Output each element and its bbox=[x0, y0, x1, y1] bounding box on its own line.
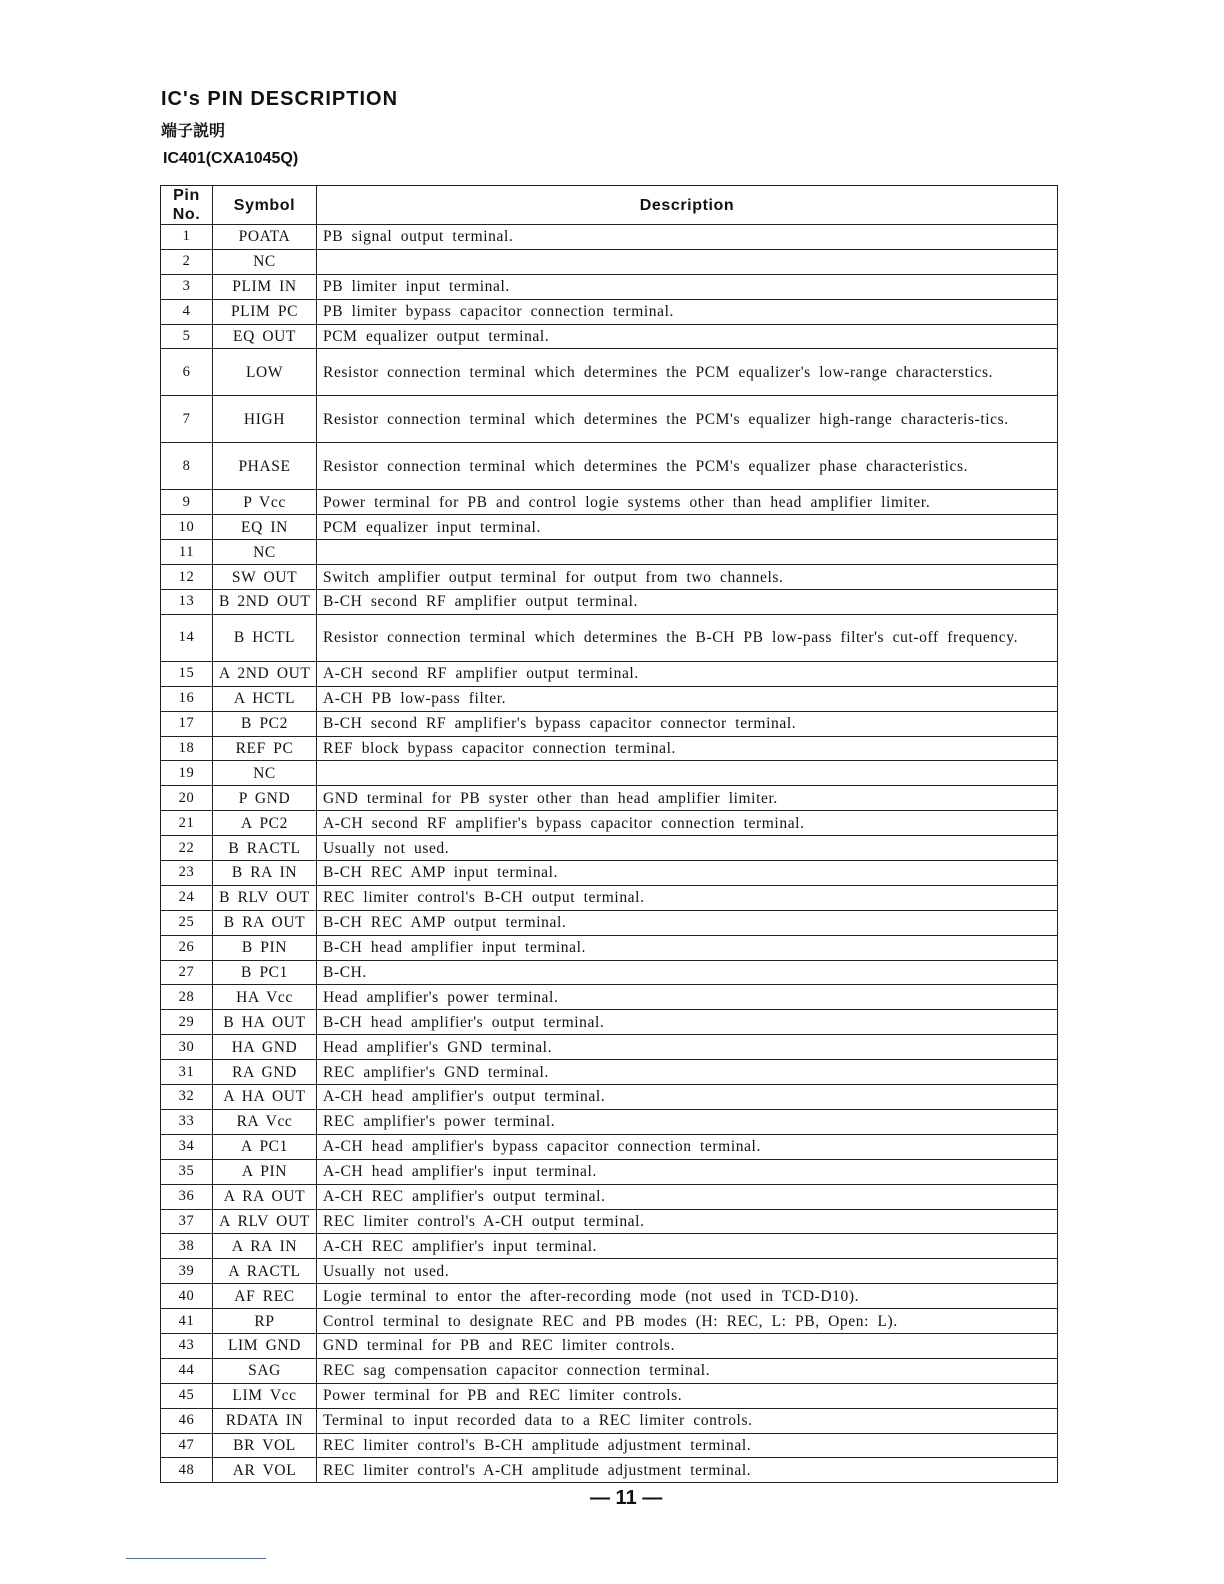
symbol-cell: B PC1 bbox=[213, 960, 317, 985]
description-cell: PB signal output terminal. bbox=[317, 225, 1058, 250]
table-row bbox=[161, 1085, 1058, 1110]
table-row bbox=[161, 349, 1058, 396]
pin-cell: 10 bbox=[161, 515, 213, 540]
ic-label: IC401(CXA1045Q) bbox=[163, 150, 299, 167]
description-cell: Resistor connection terminal which determines the PCM's equalizer high-range characteris-tics. bbox=[317, 396, 1058, 443]
description-cell: REC limiter control's A-CH amplitude adjustment terminal. bbox=[317, 1458, 1058, 1483]
description-cell: GND terminal for PB syster other than head amplifier limiter. bbox=[317, 786, 1058, 811]
symbol-cell: PLIM PC bbox=[213, 299, 317, 324]
symbol-cell: P Vcc bbox=[213, 490, 317, 515]
table-row bbox=[161, 1309, 1058, 1334]
pin-no-header: Pin No. bbox=[161, 186, 213, 225]
symbol-cell: HA Vcc bbox=[213, 985, 317, 1010]
table-row bbox=[161, 960, 1058, 985]
symbol-cell: A HCTL bbox=[213, 686, 317, 711]
pin-cell: 1 bbox=[161, 225, 213, 250]
table-row bbox=[161, 614, 1058, 661]
pin-cell: 5 bbox=[161, 324, 213, 349]
symbol-cell: B RA IN bbox=[213, 861, 317, 886]
pin-cell: 39 bbox=[161, 1259, 213, 1284]
symbol-cell: NC bbox=[213, 540, 317, 565]
pin-cell: 35 bbox=[161, 1159, 213, 1184]
symbol-cell: A PIN bbox=[213, 1159, 317, 1184]
table-row bbox=[161, 910, 1058, 935]
pin-description-table bbox=[160, 185, 1058, 1483]
description-cell: Usually not used. bbox=[317, 1259, 1058, 1284]
table-row bbox=[161, 540, 1058, 565]
table-row bbox=[161, 736, 1058, 761]
description-cell: Power terminal for PB and control logie systems other than head amplifier limiter. bbox=[317, 490, 1058, 515]
pin-cell: 40 bbox=[161, 1284, 213, 1309]
description-cell: B-CH. bbox=[317, 960, 1058, 985]
table-row bbox=[161, 1184, 1058, 1209]
table-row bbox=[161, 836, 1058, 861]
symbol-cell: REF PC bbox=[213, 736, 317, 761]
table-row bbox=[161, 565, 1058, 590]
table-row bbox=[161, 1010, 1058, 1035]
symbol-cell: LIM Vcc bbox=[213, 1383, 317, 1408]
table-row bbox=[161, 885, 1058, 910]
table-row bbox=[161, 249, 1058, 274]
symbol-cell: B RLV OUT bbox=[213, 885, 317, 910]
description-cell: Power terminal for PB and REC limiter controls. bbox=[317, 1383, 1058, 1408]
pin-cell: 4 bbox=[161, 299, 213, 324]
pin-cell: 47 bbox=[161, 1433, 213, 1458]
table-row bbox=[161, 490, 1058, 515]
pin-cell: 21 bbox=[161, 811, 213, 836]
description-cell: A-CH REC amplifier's output terminal. bbox=[317, 1184, 1058, 1209]
table-row bbox=[161, 1209, 1058, 1234]
pin-cell: 19 bbox=[161, 761, 213, 786]
symbol-cell: EQ IN bbox=[213, 515, 317, 540]
description-cell bbox=[317, 761, 1058, 786]
pin-cell: 29 bbox=[161, 1010, 213, 1035]
description-header: Description bbox=[317, 186, 1058, 225]
description-cell: Resistor connection terminal which determines the B-CH PB low-pass filter's cut-off frequency. bbox=[317, 614, 1058, 661]
symbol-cell: A RA IN bbox=[213, 1234, 317, 1259]
pin-cell: 38 bbox=[161, 1234, 213, 1259]
description-cell: REC sag compensation capacitor connection terminal. bbox=[317, 1358, 1058, 1383]
symbol-cell: HIGH bbox=[213, 396, 317, 443]
symbol-cell: B HA OUT bbox=[213, 1010, 317, 1035]
table-row bbox=[161, 1134, 1058, 1159]
symbol-cell: RDATA IN bbox=[213, 1408, 317, 1433]
symbol-cell: A RLV OUT bbox=[213, 1209, 317, 1234]
table-row bbox=[161, 274, 1058, 299]
symbol-cell: A RA OUT bbox=[213, 1184, 317, 1209]
description-cell: A-CH PB low-pass filter. bbox=[317, 686, 1058, 711]
symbol-cell: LIM GND bbox=[213, 1333, 317, 1358]
pin-cell: 18 bbox=[161, 736, 213, 761]
pin-cell: 27 bbox=[161, 960, 213, 985]
pin-cell: 14 bbox=[161, 614, 213, 661]
symbol-cell: A PC2 bbox=[213, 811, 317, 836]
description-cell: B-CH second RF amplifier output terminal. bbox=[317, 590, 1058, 615]
table-row bbox=[161, 1259, 1058, 1284]
description-cell: REC amplifier's GND terminal. bbox=[317, 1060, 1058, 1085]
symbol-header: Symbol bbox=[213, 186, 317, 225]
pin-cell: 26 bbox=[161, 935, 213, 960]
pin-cell: 32 bbox=[161, 1085, 213, 1110]
symbol-cell: PLIM IN bbox=[213, 274, 317, 299]
description-cell: A-CH head amplifier's bypass capacitor connection terminal. bbox=[317, 1134, 1058, 1159]
symbol-cell: BR VOL bbox=[213, 1433, 317, 1458]
table-row bbox=[161, 935, 1058, 960]
table-row bbox=[161, 786, 1058, 811]
symbol-cell: RA Vcc bbox=[213, 1109, 317, 1134]
symbol-cell: A HA OUT bbox=[213, 1085, 317, 1110]
description-cell: B-CH second RF amplifier's bypass capacitor connector terminal. bbox=[317, 711, 1058, 736]
pin-cell: 17 bbox=[161, 711, 213, 736]
pin-cell: 8 bbox=[161, 443, 213, 490]
description-cell: A-CH head amplifier's input terminal. bbox=[317, 1159, 1058, 1184]
pin-cell: 46 bbox=[161, 1408, 213, 1433]
table-body bbox=[161, 225, 1058, 1483]
pin-cell: 48 bbox=[161, 1458, 213, 1483]
symbol-cell: POATA bbox=[213, 225, 317, 250]
symbol-cell: LOW bbox=[213, 349, 317, 396]
pin-cell: 31 bbox=[161, 1060, 213, 1085]
symbol-cell: RP bbox=[213, 1309, 317, 1334]
description-cell: B-CH head amplifier's output terminal. bbox=[317, 1010, 1058, 1035]
description-cell: REC amplifier's power terminal. bbox=[317, 1109, 1058, 1134]
table-row bbox=[161, 1109, 1058, 1134]
description-cell: A-CH head amplifier's output terminal. bbox=[317, 1085, 1058, 1110]
table-row bbox=[161, 711, 1058, 736]
table-row bbox=[161, 1383, 1058, 1408]
pin-cell: 37 bbox=[161, 1209, 213, 1234]
page-number: — 11 — bbox=[590, 1487, 663, 1509]
bottom-rule bbox=[126, 1558, 266, 1559]
table-row bbox=[161, 761, 1058, 786]
description-cell: REC limiter control's A-CH output terminal. bbox=[317, 1209, 1058, 1234]
table-row bbox=[161, 661, 1058, 686]
table-row bbox=[161, 1333, 1058, 1358]
symbol-cell: A RACTL bbox=[213, 1259, 317, 1284]
pin-cell: 34 bbox=[161, 1134, 213, 1159]
description-cell: PCM equalizer input terminal. bbox=[317, 515, 1058, 540]
description-cell: Head amplifier's GND terminal. bbox=[317, 1035, 1058, 1060]
table-row bbox=[161, 324, 1058, 349]
description-cell: Resistor connection terminal which determines the PCM's equalizer phase characteristics. bbox=[317, 443, 1058, 490]
symbol-cell: EQ OUT bbox=[213, 324, 317, 349]
description-cell: GND terminal for PB and REC limiter controls. bbox=[317, 1333, 1058, 1358]
description-cell: Switch amplifier output terminal for output from two channels. bbox=[317, 565, 1058, 590]
symbol-cell: B PIN bbox=[213, 935, 317, 960]
table-row bbox=[161, 396, 1058, 443]
pin-cell: 33 bbox=[161, 1109, 213, 1134]
symbol-cell: B HCTL bbox=[213, 614, 317, 661]
table-row bbox=[161, 225, 1058, 250]
description-cell: A-CH REC amplifier's input terminal. bbox=[317, 1234, 1058, 1259]
symbol-cell: P GND bbox=[213, 786, 317, 811]
table-row bbox=[161, 811, 1058, 836]
table-row bbox=[161, 1433, 1058, 1458]
description-cell bbox=[317, 540, 1058, 565]
description-cell: B-CH head amplifier input terminal. bbox=[317, 935, 1058, 960]
pin-cell: 20 bbox=[161, 786, 213, 811]
description-cell: Control terminal to designate REC and PB modes (H: REC, L: PB, Open: L). bbox=[317, 1309, 1058, 1334]
table-row bbox=[161, 443, 1058, 490]
description-cell: A-CH second RF amplifier output terminal. bbox=[317, 661, 1058, 686]
description-cell: Usually not used. bbox=[317, 836, 1058, 861]
description-cell: B-CH REC AMP output terminal. bbox=[317, 910, 1058, 935]
table-row bbox=[161, 1234, 1058, 1259]
pin-cell: 6 bbox=[161, 349, 213, 396]
description-cell: A-CH second RF amplifier's bypass capacitor connection terminal. bbox=[317, 811, 1058, 836]
description-cell: Terminal to input recorded data to a REC limiter controls. bbox=[317, 1408, 1058, 1433]
table-header-row bbox=[161, 186, 1058, 225]
symbol-cell: SAG bbox=[213, 1358, 317, 1383]
page-title: IC's PIN DESCRIPTION bbox=[161, 88, 399, 110]
symbol-cell: A PC1 bbox=[213, 1134, 317, 1159]
table-row bbox=[161, 1284, 1058, 1309]
pin-cell: 2 bbox=[161, 249, 213, 274]
description-cell: REC limiter control's B-CH output terminal. bbox=[317, 885, 1058, 910]
description-cell: PCM equalizer output terminal. bbox=[317, 324, 1058, 349]
pin-cell: 44 bbox=[161, 1358, 213, 1383]
pin-cell: 28 bbox=[161, 985, 213, 1010]
pin-cell: 25 bbox=[161, 910, 213, 935]
table-row bbox=[161, 299, 1058, 324]
description-cell: Logie terminal to entor the after-recording mode (not used in TCD-D10). bbox=[317, 1284, 1058, 1309]
pin-cell: 3 bbox=[161, 274, 213, 299]
symbol-cell: HA GND bbox=[213, 1035, 317, 1060]
description-cell: PB limiter bypass capacitor connection terminal. bbox=[317, 299, 1058, 324]
description-cell: Resistor connection terminal which determines the PCM equalizer's low-range characterstics. bbox=[317, 349, 1058, 396]
table-row bbox=[161, 590, 1058, 615]
pin-cell: 7 bbox=[161, 396, 213, 443]
symbol-cell: B RA OUT bbox=[213, 910, 317, 935]
pin-cell: 9 bbox=[161, 490, 213, 515]
table-row bbox=[161, 1458, 1058, 1483]
table-row bbox=[161, 1408, 1058, 1433]
table-row bbox=[161, 985, 1058, 1010]
pin-cell: 11 bbox=[161, 540, 213, 565]
table-row bbox=[161, 861, 1058, 886]
symbol-cell: AR VOL bbox=[213, 1458, 317, 1483]
pin-cell: 13 bbox=[161, 590, 213, 615]
symbol-cell: B PC2 bbox=[213, 711, 317, 736]
pin-cell: 41 bbox=[161, 1309, 213, 1334]
pin-cell: 15 bbox=[161, 661, 213, 686]
table-row bbox=[161, 686, 1058, 711]
pin-cell: 12 bbox=[161, 565, 213, 590]
table-row bbox=[161, 1358, 1058, 1383]
pin-cell: 36 bbox=[161, 1184, 213, 1209]
pin-cell: 43 bbox=[161, 1333, 213, 1358]
symbol-cell: NC bbox=[213, 761, 317, 786]
description-cell: REF block bypass capacitor connection terminal. bbox=[317, 736, 1058, 761]
symbol-cell: RA GND bbox=[213, 1060, 317, 1085]
pin-cell: 24 bbox=[161, 885, 213, 910]
table-row bbox=[161, 515, 1058, 540]
symbol-cell: NC bbox=[213, 249, 317, 274]
description-cell: REC limiter control's B-CH amplitude adjustment terminal. bbox=[317, 1433, 1058, 1458]
symbol-cell: A 2ND OUT bbox=[213, 661, 317, 686]
japanese-subtitle: 端子説明 bbox=[161, 121, 226, 140]
description-cell: PB limiter input terminal. bbox=[317, 274, 1058, 299]
symbol-cell: B RACTL bbox=[213, 836, 317, 861]
pin-cell: 22 bbox=[161, 836, 213, 861]
pin-cell: 45 bbox=[161, 1383, 213, 1408]
pin-cell: 23 bbox=[161, 861, 213, 886]
description-cell: Head amplifier's power terminal. bbox=[317, 985, 1058, 1010]
symbol-cell: B 2ND OUT bbox=[213, 590, 317, 615]
symbol-cell: SW OUT bbox=[213, 565, 317, 590]
table-row bbox=[161, 1035, 1058, 1060]
pin-cell: 16 bbox=[161, 686, 213, 711]
symbol-cell: PHASE bbox=[213, 443, 317, 490]
table-row bbox=[161, 1060, 1058, 1085]
table-row bbox=[161, 1159, 1058, 1184]
description-cell: B-CH REC AMP input terminal. bbox=[317, 861, 1058, 886]
symbol-cell: AF REC bbox=[213, 1284, 317, 1309]
description-cell bbox=[317, 249, 1058, 274]
pin-cell: 30 bbox=[161, 1035, 213, 1060]
